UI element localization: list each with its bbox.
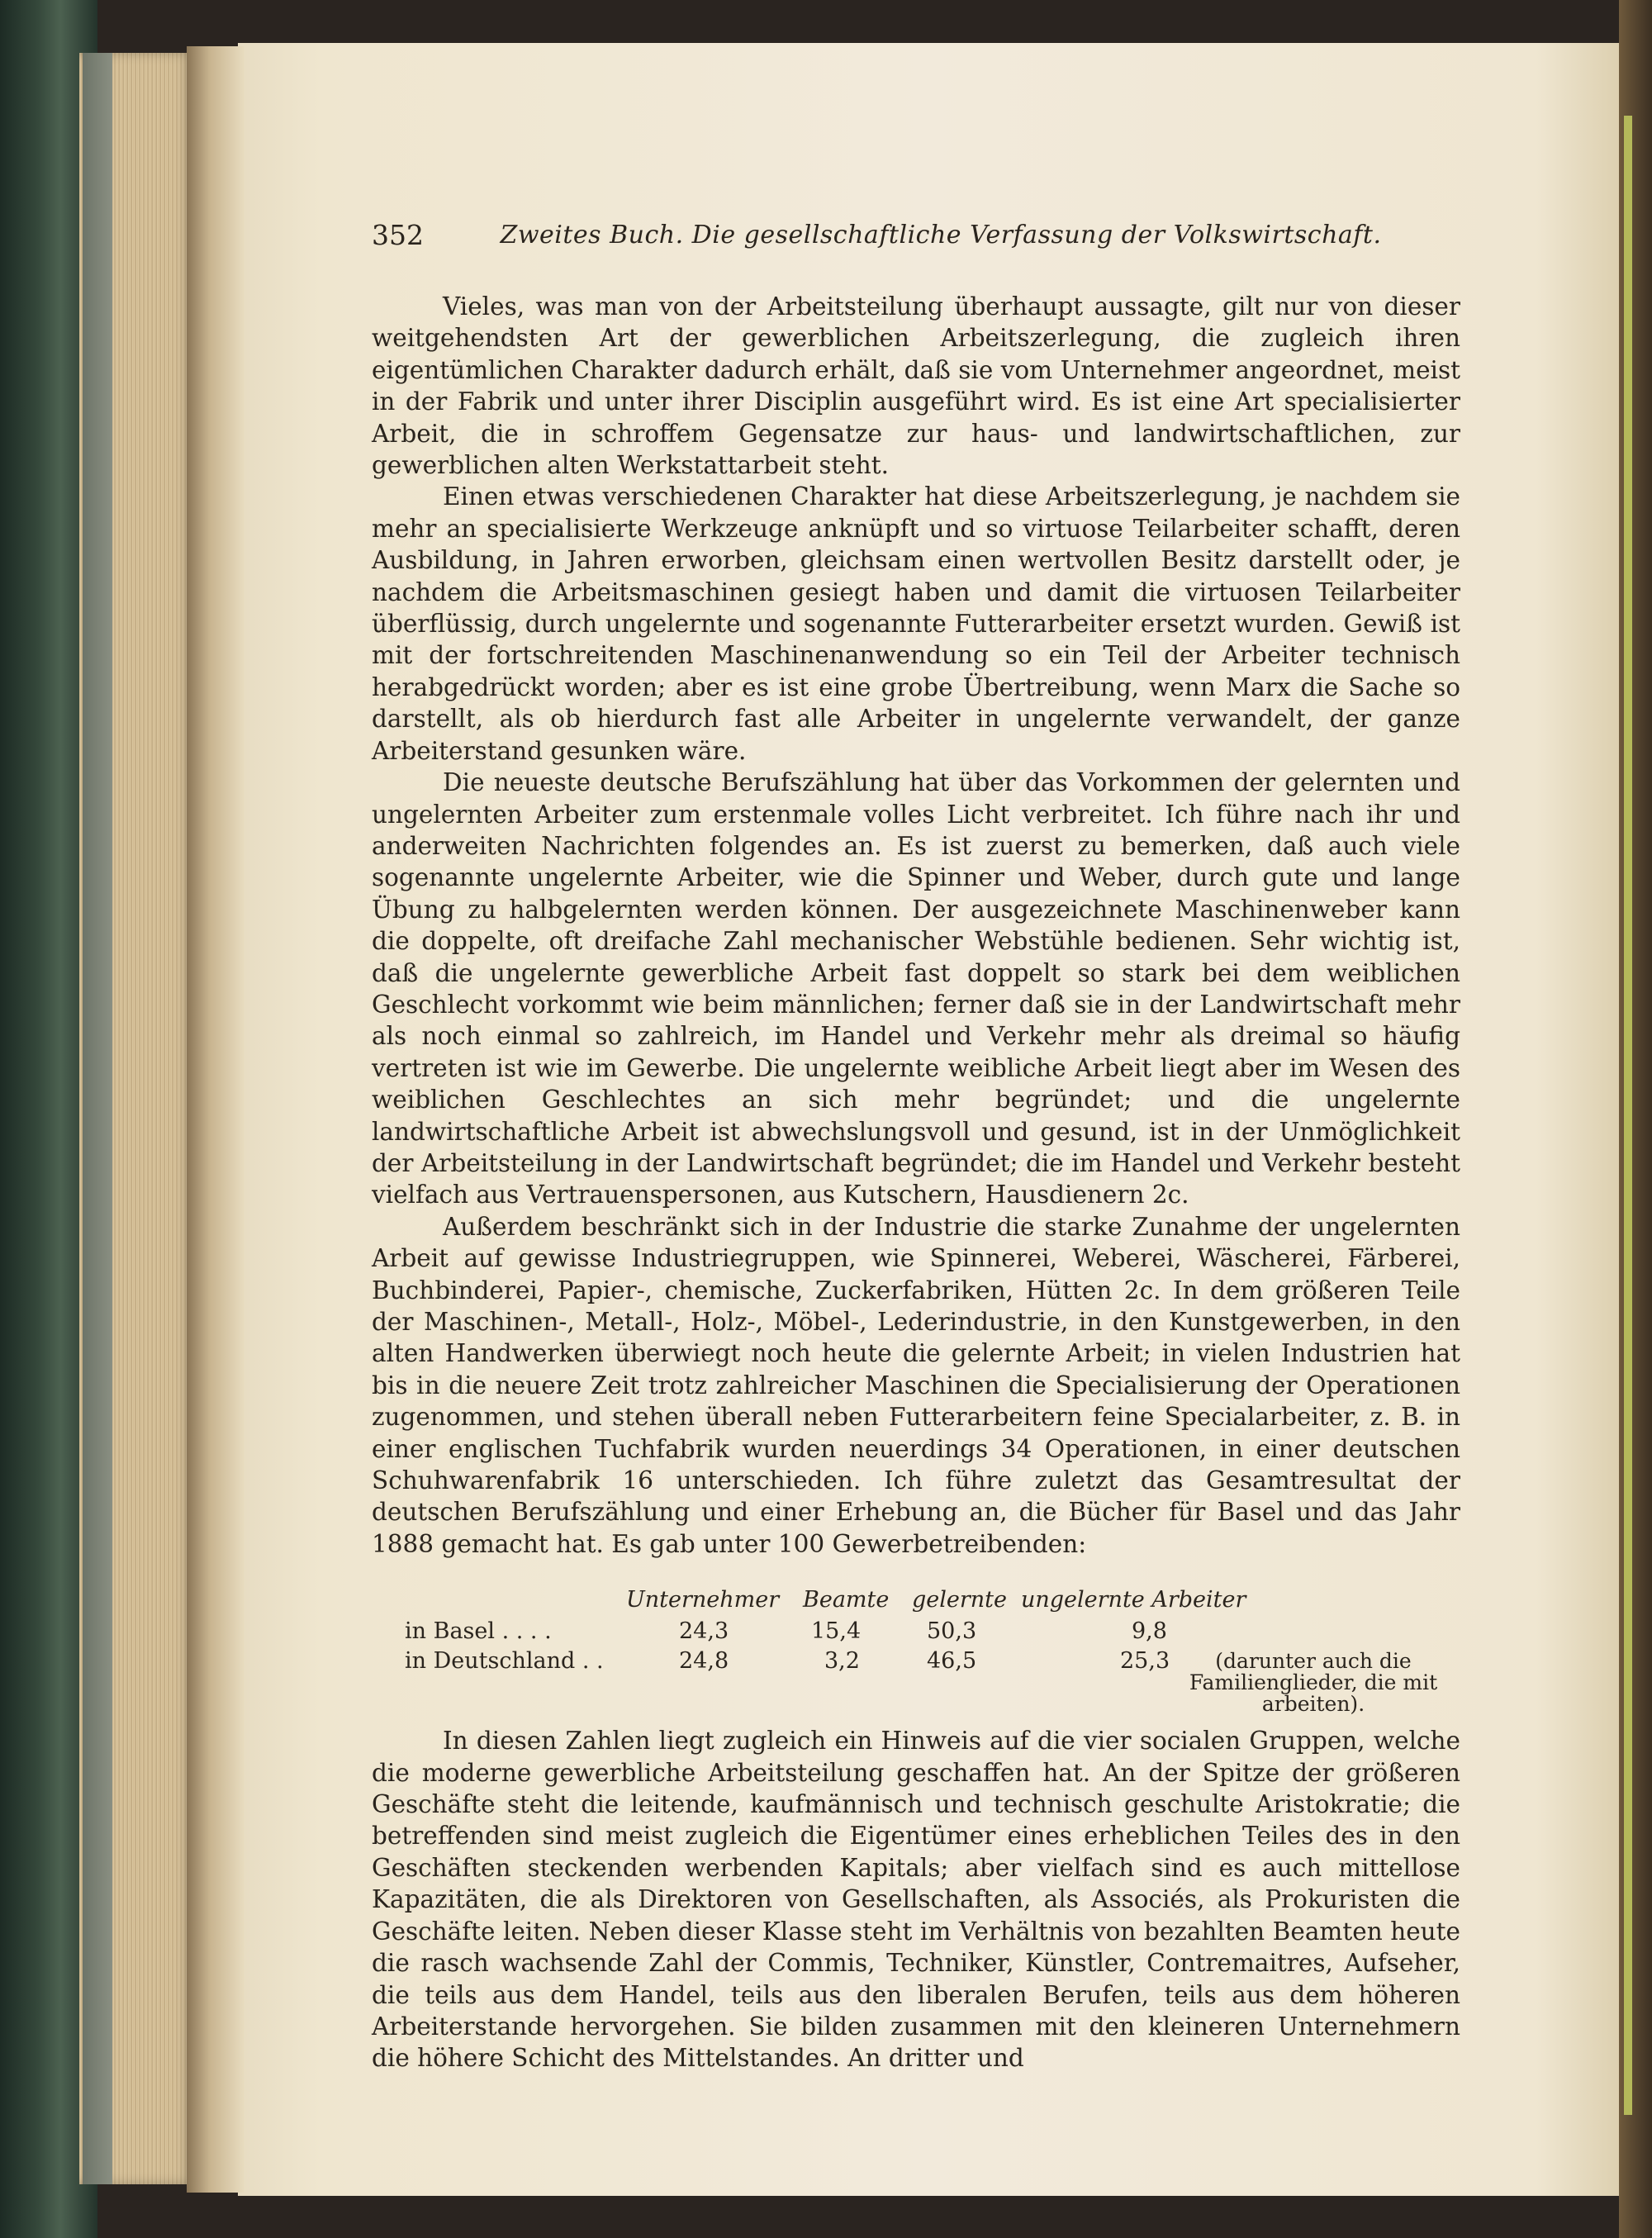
- page-edges-shadow: [83, 53, 112, 2184]
- cell-gelernte: 50,3: [927, 1618, 977, 1645]
- row-label: in Basel . . . .: [405, 1618, 552, 1645]
- running-title: Zweites Buch. Die gesellschaftliche Verfassung der Volkswirtschaft.: [500, 221, 1382, 249]
- page-number: 352: [372, 219, 424, 251]
- page-header: [372, 215, 1460, 256]
- row-note: (darunter auch die Familienglieder, die mit arbeiten).: [1189, 1649, 1438, 1717]
- facing-page-edge: [1619, 0, 1652, 2238]
- cell-beamte: 3,2: [824, 1648, 860, 1675]
- col-header-ungelernte: ungelernte Arbeiter: [1021, 1587, 1246, 1613]
- cell-ungelernte: 25,3: [1120, 1648, 1170, 1675]
- cell-unternehmer: 24,3: [679, 1618, 729, 1645]
- row-label: in Deutschland . .: [405, 1648, 604, 1675]
- facing-page-mark: [1624, 116, 1632, 2115]
- cell-unternehmer: 24,8: [679, 1648, 729, 1675]
- cell-gelernte: 46,5: [927, 1648, 977, 1675]
- paragraph: Außerdem beschränkt sich in der Industrie die starke Zunahme der ungelernten Arbeit auf gewisse Industriegruppen, wie Spinnerei, Weberei, Wäscherei, Färberei, Buchbinderei, Papier-, chemische, Zuckerfabriken, Hütten 2c. In dem größeren Teile der Maschinen-, Metall-, Holz-, Möbel-, Lederindustrie, in den Kunstgewerben, in den alten Handwerken überwiegt noch heute die gelernte Arbeit; in vielen Industrien hat bis in die neuere Zeit trotz zahlreicher Maschinen die Specialisierung der Operationen zugenommen, und stehen überall neben Futterarbeitern feine Specialarbeiter, z. B. in einer englischen Tuchfabrik wurden neuerdings 34 Operationen, in einer deutschen Schuhwarenfabrik 16 unterschieden. Ich führe zuletzt das Gesamtresultat der deutschen Berufszählung und einer Erhebung an, die Bücher für Basel und das Jahr 1888 gemacht hat. Es gab unter 100 Gewerbetreibenden:: [372, 1212, 1460, 1558]
- paragraph: In diesen Zahlen liegt zugleich ein Hinweis auf die vier socialen Gruppen, welche die moderne gewerbliche Arbeitsteilung geschaffen hat. An der Spitze der größeren Geschäfte steht die leitende, kaufmännisch und technisch geschulte Aristokratie; die betreffenden sind meist zugleich die Eigentümer eines erheblichen Teiles des in den Geschäften steckenden werbenden Kapitals; aber vielfach sind es auch mittellose Kapazitäten, die als Direktoren von Gesellschaften, als Associés, als Prokuristen die Geschäfte leiten. Neben dieser Klasse steht im Verhältnis von bezahlten Beamten heute die rasch wachsende Zahl der Commis, Techniker, Künstler, Contremaitres, Aufseher, die teils aus dem Handel, teils aus den liberalen Berufen, teils aus dem höheren Arbeiterstande hervorgehen. Sie bilden zusammen mit den kleineren Unternehmern die höhere Schicht des Mittelstandes. An dritter und: [372, 1727, 1460, 2073]
- table-header-row: [372, 1586, 1460, 1616]
- col-header-beamte: Beamte: [803, 1587, 890, 1613]
- cell-ungelernte: 9,8: [1132, 1618, 1167, 1645]
- table-row: [372, 1647, 1460, 1717]
- book-gutter: [187, 46, 244, 2193]
- paragraph: Die neueste deutsche Berufszählung hat über das Vorkommen der gelernten und ungelernten Arbeiter zum erstenmale volles Licht verbreitet. Ich führe nach ihr und anderweiten Nachrichten folgendes an. Es ist zuerst zu bemerken, daß auch viele sogenannte ungelernte Arbeiter, wie die Spinner und Weber, durch gute und lange Übung zu halbgelernten werden können. Der ausgezeichnete Maschinenweber kann die doppelte, oft dreifache Zahl mechanischer Webstühle bedienen. Sehr wichtig ist, daß die ungelernte gewerbliche Arbeit fast doppelt so stark bei dem weiblichen Geschlecht vorkommt wie beim männlichen; ferner daß sie in der Landwirtschaft mehr als noch einmal so zahlreich, im Handel und Verkehr mehr als dreimal so häufig vertreten ist wie im Gewerbe. Die ungelernte weibliche Arbeit liegt aber im Wesen des weiblichen Geschlechtes an sich mehr begründet; und die ungelernte landwirtschaftliche Arbeit ist abwechslungsvoll und gesund, ist in der Unmöglichkeit der Arbeitsteilung in der Landwirtschaft begründet; die im Handel und Verkehr besteht vielfach aus Vertrauenspersonen, aus Kutschern, Hausdienern 2c.: [372, 768, 1460, 1209]
- statistics-table: [372, 1586, 1460, 1717]
- col-header-unternehmer: Unternehmer: [626, 1587, 780, 1613]
- paragraph: Einen etwas verschiedenen Charakter hat diese Arbeitszerlegung, je nachdem sie mehr an specialisierte Werkzeuge anknüpft und so virtuose Teilarbeiter schafft, deren Ausbildung, in Jahren erworben, gleichsam einen wertvollen Besitz darstellt oder, je nachdem die Arbeitsmaschinen gesiegt haben und damit die virtuosen Teilarbeiter überflüssig, durch ungelernte und sogenannte Futterarbeiter ersetzt wurden. Gewiß ist mit der fortschreitenden Maschinenanwendung so ein Teil der Arbeiter technisch herabgedrückt worden; aber es ist eine grobe Übertreibung, wenn Marx die Sache so darstellt, als ob hierdurch fast alle Arbeiter in ungelernte verwandelt, der ganze Arbeiterstand gesunken wäre.: [372, 482, 1460, 765]
- col-header-gelernte: gelernte: [912, 1587, 1008, 1613]
- paragraph: Vieles, was man von der Arbeitsteilung überhaupt aussagte, gilt nur von dieser weitgehendsten Art der gewerblichen Arbeitszerlegung, die zugleich ihren eigentümlichen Charakter dadurch erhält, daß sie vom Unternehmer angeordnet, meist in der Fabrik und unter ihrer Disciplin ausgeführt wird. Es ist eine Art specialisierter Arbeit, die in schroffem Gegensatze zur haus- und landwirtschaftlichen, zur gewerblichen alten Werkstattarbeit steht.: [372, 292, 1460, 480]
- table-row: [372, 1618, 1460, 1646]
- cell-beamte: 15,4: [811, 1618, 862, 1645]
- body-text: [372, 291, 1460, 2074]
